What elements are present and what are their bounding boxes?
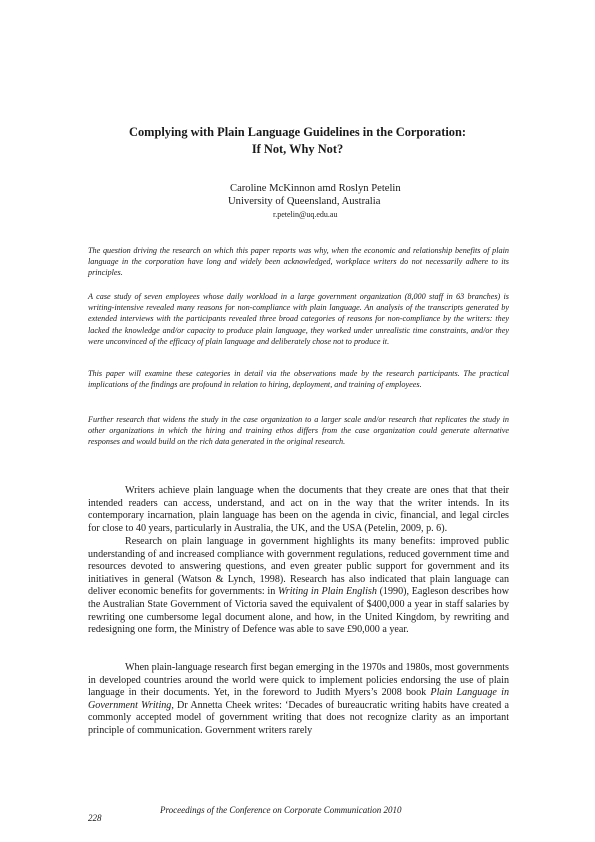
body-paragraph <box>88 662 509 738</box>
body-text: Writers achieve plain language when the documents that they create are ones that that their intended readers can access, understand, and act on in the way that the writer intends. In its contemporary incarnation, plain language has been on the agenda in civic, financial, and legal circles for close to 40 years, particularly in Australia, the UK, and the USA (Petelin, 2009, p. 6). <box>88 485 509 534</box>
author-affiliation: University of Queensland, Australia <box>228 196 381 207</box>
title-line-2: If Not, Why Not? <box>251 142 344 156</box>
abstract-paragraph: The question driving the research on which this paper reports was why, when the economic and relationship benefits of plain language in the corporation have long and widely been acknowledged, workplace writers do not necessarily adhere to its principles. <box>88 246 509 278</box>
author-names: Caroline McKinnon amd Roslyn Petelin <box>230 183 401 194</box>
book-title: Writing in Plain English <box>277 586 377 598</box>
paper-title <box>60 124 535 158</box>
body-paragraph <box>88 536 509 637</box>
running-footer: Proceedings of the Conference on Corporate Communication 2010 <box>160 805 402 815</box>
body-text: When plain-language research first began emerging in the 1970s and 1980s, most governments in developed countries around the world were quick to implement policies endorsing the use of plain language in their documents. Yet, in the foreword to Judith Myers’s 2008 book <box>88 662 509 699</box>
page-number: 228 <box>88 813 102 823</box>
abstract-paragraph: Further research that widens the study in the case organization to a larger scale and/or research that replicates the study in other organizations in which the hiring and training ethos differs from the case organization could generate alternative responses and would build on the rich data generated in the original research. <box>88 415 509 447</box>
body-text: Research on plain language in government highlights its many benefits: improved public understanding of and increased compliance with government regulations, reduced government time and resources devoted to answering questions, and even greater public support for government and its initiatives in general (Watson & Lynch, 1998). Research has also indicated that plain language can deliver economic benefits for governments: in <box>88 536 509 598</box>
author-email: r.petelin@uq.edu.au <box>273 210 338 219</box>
body-text: , Dr Annetta Cheek writes: ‘Decades of bureaucratic writing habits have created a commonly accepted model of government writing that does not recognize clarity as an important principle of communication. Government writers rarely <box>88 699 510 736</box>
book-title: Plain Language in Government Writing <box>88 687 509 711</box>
title-line-1: Complying with Plain Language Guidelines in the Corporation: <box>129 125 466 139</box>
abstract-paragraph: This paper will examine these categories in detail via the observations made by the research participants. The practical implications of the findings are profound in relation to hiring, deployment, and training of employees. <box>88 369 509 390</box>
body-text: (1990), Eagleson describes how the Australian State Government of Victoria saved the equivalent of $400,000 a year in staff salaries by rewriting one cumbersome legal document alone, and how, in the United Kingdom, by rewriting and redesigning one form, the Ministry of Defence was able to save £90,000 a year. <box>88 586 510 636</box>
body-paragraph <box>88 485 509 535</box>
abstract-paragraph: A case study of seven employees whose daily workload in a large government organization (8,000 staff in 63 branches) is writing-intensive revealed many reasons for non-compliance with plain language. An analysis of the transcripts generated by extended interviews with the participants revealed three broad categories of reasons for non-compliance by the writers: they lacked the knowledge and/or capacity to produce plain language, they worked under unrealistic time constraints, and/or they were unconvinced of the efficacy of plain language and deliberately chose not to produce it. <box>88 292 509 346</box>
